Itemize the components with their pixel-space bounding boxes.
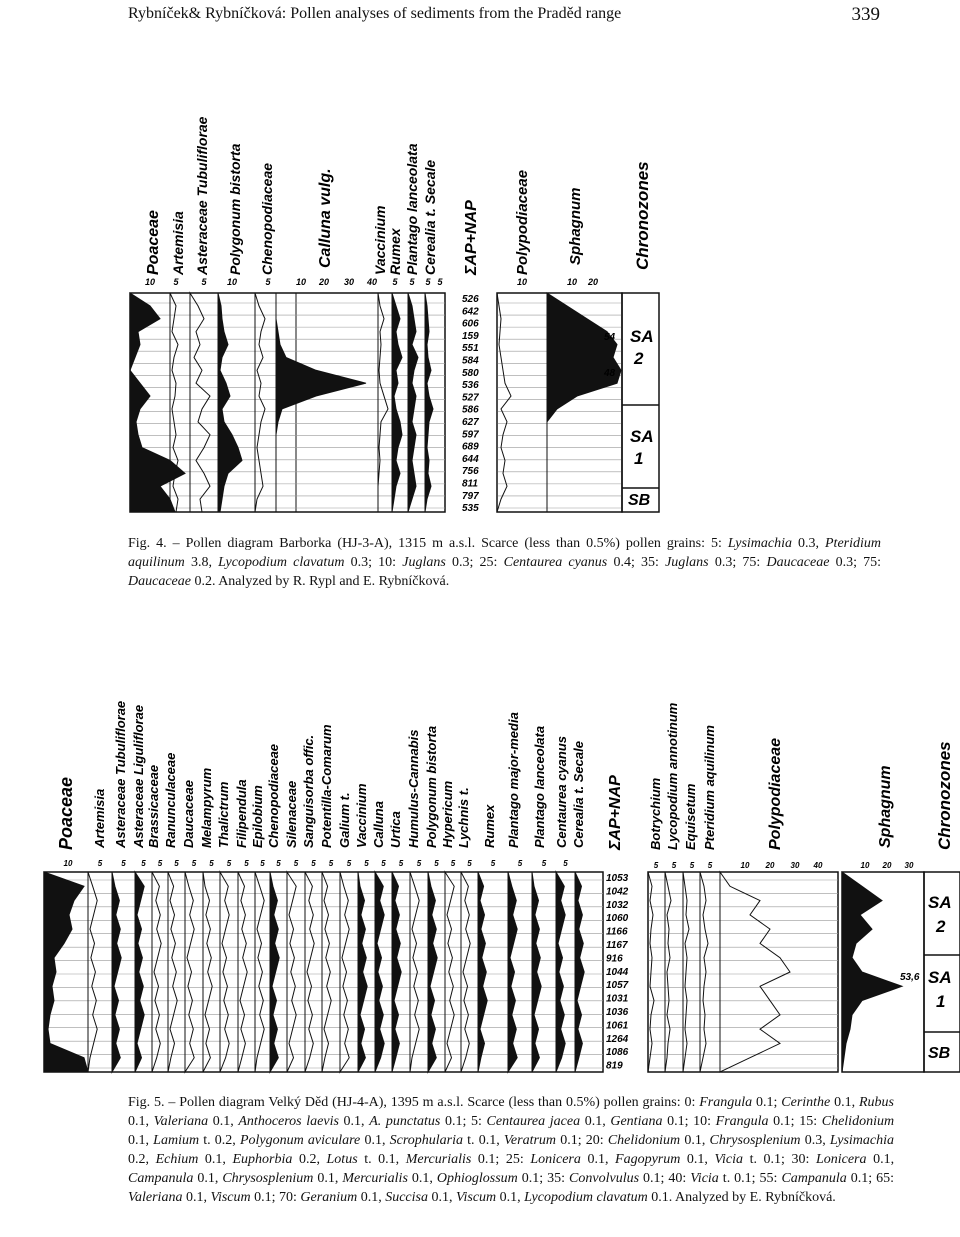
pollen-taxon-label: Silenaceae — [284, 780, 299, 848]
zone-number: 1 — [936, 992, 946, 1011]
caption-text: 0.1, — [496, 1190, 525, 1205]
taxon-name: Lonicera — [815, 1152, 867, 1167]
caption-text: 0.2, — [292, 1152, 327, 1167]
sum-label: ΣAP+NAP — [607, 775, 624, 850]
caption-text: 0.3; 75: — [829, 555, 882, 570]
taxon-name: Chelidonium — [821, 1114, 895, 1129]
right-taxon-label: Pteridium aquilinum — [702, 725, 717, 850]
right-panel-frame — [648, 872, 838, 1072]
polypodiaceae-label: Polypodiaceae — [514, 169, 531, 275]
taxon-name: Lotus — [326, 1152, 358, 1167]
sum-value: 1167 — [606, 940, 628, 951]
scale-tick: 20 — [765, 861, 775, 870]
scale-tick: 10 — [295, 277, 307, 287]
scale-tick: 5 — [276, 859, 281, 868]
scale-tick: 10 — [860, 861, 870, 870]
scale-tick: 5 — [653, 861, 659, 870]
sum-label: ΣAP+NAP — [463, 200, 480, 275]
scale-tick: 20 — [318, 277, 330, 287]
pollen-taxon-label: Brassicaceae — [146, 764, 161, 848]
pollen-taxon-label: Galium t. — [337, 792, 352, 848]
scale-tick: 5 — [416, 859, 422, 868]
pollen-taxon-label: Poaceae — [145, 210, 162, 275]
taxon-curve — [203, 872, 212, 1072]
scale-tick: 10 — [516, 277, 528, 287]
scale-tick: 40 — [813, 861, 823, 870]
botrychium-curve — [648, 872, 654, 1072]
caption-text: – Pollen diagram Velký Děd (HJ-4-A), 1395 m a.s.l. Scarce (less than 0.5%) pollen grains: 0: — [164, 1095, 700, 1110]
figure-5-caption — [128, 1093, 894, 1207]
pollen-taxon-label: Thalictrum — [216, 781, 231, 848]
taxon-curve — [556, 872, 565, 1072]
pollen-taxon-label: Cerealia t. Secale — [422, 159, 438, 275]
scale-tick: 5 — [174, 859, 179, 868]
scale-tick: 5 — [409, 277, 415, 287]
pollen-taxon-label: Asteraceae Tubuliflorae — [194, 116, 210, 275]
caption-text: 0.1, — [357, 1190, 386, 1205]
caption-text: 0.1, — [680, 1133, 710, 1148]
sphagnum-label: Sphagnum — [877, 765, 894, 848]
sum-value: 597 — [462, 429, 479, 441]
scale-tick: 20 — [587, 277, 599, 287]
taxon-name: Campanula — [781, 1171, 847, 1186]
sum-value: 689 — [462, 441, 479, 453]
scale-tick: 5 — [328, 859, 334, 868]
zone-name: SA — [630, 327, 654, 346]
taxon-curve — [358, 872, 367, 1072]
scale-tick: 5 — [191, 859, 197, 868]
taxon-name: Gentiana — [610, 1114, 663, 1129]
poaceae-curve — [44, 872, 88, 1072]
taxon-curve — [88, 872, 97, 1072]
zone-name: SA — [928, 968, 952, 987]
page-number: 339 — [851, 4, 880, 25]
taxon-name: Scrophularia — [389, 1133, 463, 1148]
caption-text: 0.1, — [208, 1114, 239, 1129]
caption-text: 0.1, — [193, 1171, 223, 1186]
taxon-name: Lamium — [153, 1133, 200, 1148]
scale-tick: 5 — [244, 859, 249, 868]
caption-text: 0.1, — [128, 1114, 154, 1129]
taxon-name: Pteridium aquilinum — [128, 536, 881, 570]
caption-text: 0.1, — [580, 1114, 611, 1129]
taxon-curve — [287, 872, 296, 1072]
peak-value-label: 53,6 — [900, 972, 920, 983]
taxon-name: Fagopyrum — [615, 1152, 681, 1167]
fig4-caption-label: Fig. 4. — [128, 536, 167, 551]
right-taxon-label: Equisetum — [683, 783, 698, 850]
caption-text: 0.1, — [313, 1171, 343, 1186]
taxon-curve — [340, 872, 349, 1072]
caption-text: 0.1, — [580, 1152, 616, 1167]
sum-value: 1061 — [606, 1020, 629, 1032]
taxon-name: Lysimachia — [727, 536, 793, 551]
zone-name: SA — [928, 893, 952, 912]
pollen-taxon-label: Sanguisorba offic. — [301, 734, 316, 848]
sum-value: 797 — [462, 490, 479, 502]
pollen-taxon-label: Rumex — [387, 228, 403, 275]
pollen-taxon-label: Plantago major-media — [506, 712, 521, 848]
taxon-curve — [185, 872, 194, 1072]
caption-text: 0.1, — [427, 1190, 456, 1205]
taxon-name: Viscum — [210, 1190, 251, 1205]
caption-text: 0.2. Analyzed by R. Rypl and E. Rybníčková. — [190, 574, 450, 589]
scale-tick: 5 — [467, 859, 472, 868]
scale-tick: 5 — [209, 859, 214, 868]
scale-tick: 5 — [434, 859, 439, 868]
sum-value: 527 — [462, 392, 479, 404]
taxon-name: Mercurialis — [342, 1171, 408, 1186]
pollen-taxon-label: Vaccinium — [372, 205, 388, 275]
caption-text: t. 0.2, — [199, 1133, 240, 1148]
scale-tick: 5 — [346, 859, 352, 868]
zone-name: SB — [928, 1045, 951, 1062]
scale-tick: 5 — [490, 859, 496, 868]
caption-text: 0.1; 70: — [250, 1190, 301, 1205]
taxon-name: Euphorbia — [232, 1152, 293, 1167]
caption-text: 0.1; 5: — [440, 1114, 487, 1129]
caption-text: 0.3, — [792, 536, 825, 551]
pollen-taxon-label: Poaceae — [56, 776, 76, 850]
scale-tick: 5 — [226, 859, 232, 868]
sum-value: 159 — [462, 330, 479, 342]
caption-text: 0.1; 10: — [662, 1114, 716, 1129]
caption-text: 0.1, — [128, 1133, 154, 1148]
pollen-panel-frame — [44, 872, 603, 1072]
sum-value: 756 — [462, 466, 479, 478]
caption-text: 0.1; 25: — [471, 1152, 531, 1167]
lycopodium-curve — [665, 872, 671, 1072]
taxon-name: Valeriana — [153, 1114, 209, 1129]
scale-tick: 5 — [425, 277, 431, 287]
caption-text: 0.1, — [407, 1171, 437, 1186]
pollen-taxon-label: Calluna — [371, 801, 386, 848]
sum-value: 1264 — [606, 1033, 629, 1045]
taxon-name: Rubus — [859, 1095, 894, 1110]
taxon-curve — [322, 872, 331, 1072]
taxon-name: Frangula — [715, 1114, 769, 1129]
sum-value: 1032 — [606, 899, 629, 911]
scale-tick: 5 — [173, 277, 179, 287]
caption-text: t. 0.1; 30: — [743, 1152, 816, 1167]
scale-tick: 5 — [563, 859, 568, 868]
scale-tick: 5 — [97, 859, 103, 868]
taxon-name: Geranium — [300, 1190, 358, 1205]
sum-value: 916 — [606, 953, 623, 965]
taxon-curve — [255, 872, 264, 1072]
sum-value: 642 — [462, 306, 479, 318]
scale-tick: 5 — [450, 859, 456, 868]
caption-text: 0.1, — [360, 1133, 390, 1148]
taxon-name: Succisa — [385, 1190, 428, 1205]
zone-number: 2 — [634, 349, 644, 368]
pollen-taxon-label: Artemisia — [92, 788, 107, 848]
taxon-curve — [238, 872, 247, 1072]
caption-text: – Pollen diagram Barborka (HJ-3-A), 1315 m a.s.l. Scarce (less than 0.5%) pollen grains: 5: — [166, 536, 728, 551]
taxon-curve — [532, 872, 541, 1072]
pollen-taxon-label: Artemisia — [170, 211, 186, 275]
caption-text: 0.3; 75: — [708, 555, 767, 570]
taxon-curve — [478, 872, 487, 1072]
pollen-taxon-label: Asteraceae Tubuliflorae — [113, 700, 128, 848]
caption-text: 0.4; 35: — [607, 555, 666, 570]
taxon-name: Vicia — [690, 1171, 719, 1186]
pollen-taxon-label: Chenopodiaceae — [259, 162, 275, 275]
sphagnum-label: Sphagnum — [567, 187, 584, 265]
scale-tick: 5 — [121, 859, 126, 868]
pollen-taxon-label: Filipendula — [234, 779, 249, 848]
caption-text: 0.3; 10: — [344, 555, 403, 570]
caption-text: 0.1, — [680, 1152, 715, 1167]
scale-tick: 5 — [707, 861, 713, 870]
taxon-name: Chelidonium — [607, 1133, 681, 1148]
taxon-curve — [461, 872, 470, 1072]
scale-tick: 5 — [517, 859, 523, 868]
pollen-taxon-label: Lychnis t. — [456, 787, 471, 848]
pollen-taxon-label: Asteraceae Liguliflorae — [131, 704, 146, 848]
caption-text: t. 0.1; 55: — [718, 1171, 782, 1186]
sum-value: 536 — [462, 380, 479, 392]
taxon-curve — [392, 872, 401, 1072]
fig5-caption-label: Fig. 5. — [128, 1095, 165, 1110]
sum-value: 1031 — [606, 993, 629, 1005]
scale-tick: 5 — [364, 859, 369, 868]
caption-text: 0.1, — [198, 1152, 233, 1167]
right-taxon-label: Polypodiaceae — [767, 737, 784, 850]
equisetum-curve — [683, 872, 689, 1072]
sum-value: 627 — [462, 417, 479, 428]
sum-value: 1057 — [606, 980, 629, 992]
sum-value: 1036 — [606, 1007, 629, 1018]
sum-value: 811 — [462, 478, 478, 490]
taxon-name: Lysimachia — [829, 1133, 894, 1148]
scale-tick: 5 — [157, 859, 163, 868]
taxon-name: Polygonum aviculare — [239, 1133, 361, 1148]
chronozones-label: Chronozones — [935, 741, 954, 850]
taxon-curve — [135, 872, 144, 1072]
taxon-curve — [220, 872, 229, 1072]
running-title: Rybníček& Rybníčková: Pollen analyses of sediments from the Praděd range — [128, 5, 622, 22]
caption-text: t. 0.1, — [357, 1152, 406, 1167]
taxon-name: Vicia — [714, 1152, 743, 1167]
taxon-name: Echium — [155, 1152, 199, 1167]
taxon-name: Mercurialis — [405, 1152, 472, 1167]
scale-tick: 5 — [311, 859, 316, 868]
sum-value: 1042 — [606, 886, 629, 898]
pollen-taxon-label: Chenopodiaceae — [266, 743, 281, 848]
pollen-taxon-label: Polygonum bistorta — [227, 143, 243, 275]
pollen-taxon-label: Plantago lanceolata — [532, 725, 547, 848]
pollen-taxon-label: Centaurea cyanus — [554, 736, 569, 848]
polypodiaceae-curve — [720, 872, 790, 1072]
sum-value: 586 — [462, 404, 479, 416]
zone-number: 1 — [634, 449, 644, 468]
scale-tick: 5 — [260, 859, 265, 868]
taxon-curve — [508, 872, 517, 1072]
caption-text: 3.8, — [184, 555, 219, 570]
sum-value: 1053 — [606, 873, 629, 884]
caption-text: 0.1; 20: — [556, 1133, 608, 1148]
caption-text: 0.1. Analyzed by E. Rybníčková. — [647, 1190, 836, 1205]
taxon-curve — [410, 872, 419, 1072]
taxon-name: Frangula — [699, 1095, 753, 1110]
caption-text: 0.1, — [182, 1190, 211, 1205]
caption-text: 0.3, — [800, 1133, 830, 1148]
caption-text: 0.1; 65: — [846, 1171, 895, 1186]
peak-value-label: 48 — [604, 368, 616, 379]
scale-tick: 5 — [392, 277, 398, 287]
taxon-name: Centaurea jacea — [486, 1114, 581, 1129]
taxon-name: Viscum — [455, 1190, 497, 1205]
taxon-name: Daucaceae — [766, 555, 830, 570]
taxon-name: Daucaceae — [128, 574, 191, 589]
taxon-name: Lycopodium clavatum — [218, 555, 345, 570]
sum-value: 819 — [606, 1060, 623, 1072]
scale-tick: 5 — [265, 277, 271, 287]
taxon-name: Juglans — [402, 555, 446, 570]
pollen-taxon-label: Calluna vulg. — [317, 168, 334, 268]
caption-text: 0.1, — [338, 1114, 370, 1129]
scale-tick: 5 — [381, 859, 386, 868]
caption-text: 0.3; 25: — [445, 555, 504, 570]
taxon-name: Juglans — [665, 555, 709, 570]
zone-name: SA — [630, 427, 654, 446]
sum-value: 606 — [462, 318, 479, 330]
taxon-name: Veratrum — [503, 1133, 557, 1148]
sum-value: 644 — [462, 453, 479, 465]
taxon-curve — [375, 872, 384, 1072]
scale-tick: 30 — [904, 861, 914, 870]
taxon-name: Chrysosplenium — [222, 1171, 314, 1186]
scale-tick: 20 — [882, 861, 892, 870]
taxon-name: Ophioglossum — [436, 1171, 518, 1186]
sum-value: 526 — [462, 294, 479, 305]
taxon-name: Lycopodium clavatum — [524, 1190, 648, 1205]
pollen-taxon-label: Hypericum — [440, 780, 455, 848]
pollen-taxon-label: Humulus-Cannabis — [406, 729, 421, 848]
caption-text: 0.1; 40: — [639, 1171, 691, 1186]
scale-tick: 10 — [740, 861, 750, 870]
caption-text: 0.1; 15: — [768, 1114, 822, 1129]
taxon-name: Convolvulus — [569, 1171, 640, 1186]
sum-value: 551 — [462, 343, 479, 355]
pteridium-curve — [700, 872, 708, 1072]
sum-value: 1166 — [606, 926, 628, 938]
pollen-taxon-label: Melampyrum — [199, 767, 214, 848]
taxon-name: Cerinthe — [781, 1095, 831, 1110]
taxon-name: Lonicera — [530, 1152, 581, 1167]
sum-value: 1060 — [606, 913, 629, 925]
taxon-name: Campanula — [128, 1171, 194, 1186]
taxon-curve — [152, 872, 161, 1072]
scale-tick: 10 — [226, 277, 238, 287]
caption-text: 0.1; 35: — [517, 1171, 570, 1186]
caption-text: 0.1; — [752, 1095, 782, 1110]
sum-value: 584 — [462, 355, 479, 367]
chronozones-label: Chronozones — [633, 161, 652, 270]
pollen-taxon-label: Plantago lanceolata — [404, 143, 420, 275]
caption-text: 0.1, — [866, 1152, 895, 1167]
sphagnum-curve — [842, 872, 902, 1072]
caption-text: 0.2, — [128, 1152, 156, 1167]
sum-value: 535 — [462, 503, 479, 515]
sum-value: 580 — [462, 367, 479, 379]
taxon-name: Chrysosplenium — [709, 1133, 801, 1148]
zone-number: 2 — [936, 917, 946, 936]
peak-value-label: 54 — [604, 332, 616, 343]
scale-tick: 30 — [790, 861, 800, 870]
taxon-curve — [270, 872, 279, 1072]
caption-text: 0.1, — [830, 1095, 859, 1110]
pollen-taxon-label: Daucaceae — [181, 780, 196, 848]
pollen-taxon-label: Ranunculaceae — [163, 752, 178, 848]
pollen-taxon-label: Polygonum bistorta — [424, 725, 439, 848]
pollen-taxon-label: Urtica — [388, 811, 403, 848]
scale-tick: 5 — [671, 861, 677, 870]
taxon-name: Centaurea cyanus — [503, 555, 608, 570]
scale-tick: 5 — [141, 859, 146, 868]
scale-tick: 10 — [566, 277, 578, 287]
scale-tick: 5 — [398, 859, 404, 868]
pollen-taxon-label: Cerealia t. Secale — [571, 741, 586, 848]
taxon-curve — [575, 872, 584, 1072]
scale-tick: 40 — [366, 277, 378, 287]
taxon-name: Anthoceros laevis — [238, 1114, 339, 1129]
scale-tick: 5 — [437, 277, 443, 287]
pollen-taxon-label: Vaccinium — [354, 783, 369, 848]
caption-text: t. 0.1, — [463, 1133, 504, 1148]
right-taxon-label: Botrychium — [648, 777, 663, 850]
pollen-taxon-label: Rumex — [482, 804, 497, 848]
pollen-taxon-label: Potentilla-Comarum — [319, 724, 334, 848]
taxon-name: Valeriana — [128, 1190, 183, 1205]
pollen-taxon-label: Epilobium — [250, 785, 265, 848]
taxon-curve — [428, 872, 437, 1072]
sum-value: 1086 — [606, 1047, 629, 1059]
zone-name: SB — [628, 492, 651, 509]
sum-value: 1044 — [606, 966, 629, 978]
scale-tick: 5 — [689, 861, 695, 870]
taxon-name: A. punctatus — [369, 1114, 441, 1129]
right-taxon-label: Lycopodium annotinum — [665, 702, 680, 850]
taxon-curve — [168, 872, 177, 1072]
taxon-curve — [305, 872, 314, 1072]
taxon-curve — [445, 872, 454, 1072]
taxon-curve — [112, 872, 121, 1072]
scale-tick: 10 — [144, 277, 156, 287]
scale-tick: 5 — [541, 859, 547, 868]
scale-tick: 5 — [201, 277, 207, 287]
scale-tick: 10 — [63, 859, 73, 868]
scale-tick: 5 — [293, 859, 299, 868]
scale-tick: 30 — [343, 277, 355, 287]
